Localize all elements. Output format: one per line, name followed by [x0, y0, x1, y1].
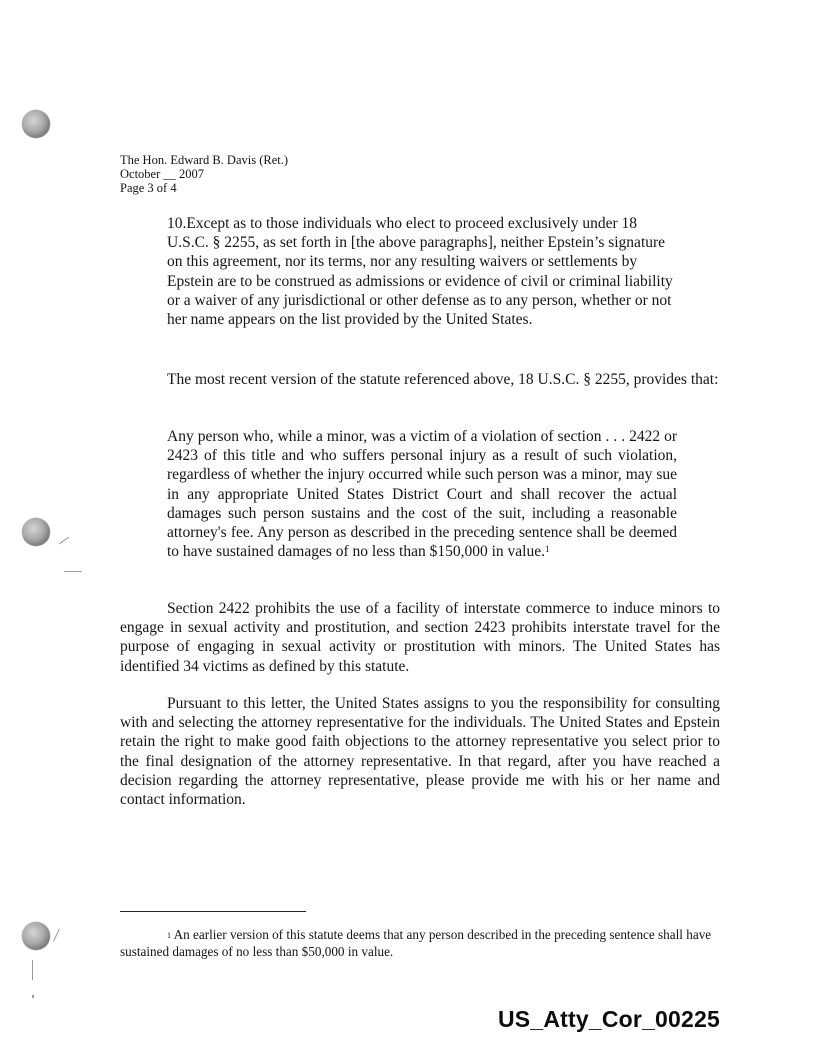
scan-mark [59, 537, 69, 545]
hole-punch-top [22, 110, 50, 138]
section-description-paragraph: Section 2422 prohibits the use of a facility of interstate commerce to induce minors to engage in sexual activity and prostitution, and section 2423 prohibits interstate travel for the purpose of engaging in sexual activity or prostitution with minors. The United States has identified 34 victims as defined by this statute. [120, 600, 720, 675]
scan-mark [32, 960, 33, 980]
bates-stamp: US_Atty_Cor_00225 [497, 1006, 720, 1032]
statute-quote-text: Any person who, while a minor, was a victim of a violation of section . . . 2422 or 2423 of this title and who suffers personal injury as a result of such violation, regardless of whether the injury occurred while such person was a minor, may sue in any appropriate United States District Court and shall recover the actual damages such person sustains and the cost of the suit, including a reasonable attorney's fee. Any person as described in the preceding sentence shall be deemed to have sustained damages of no less than $150,000 in value. [167, 428, 677, 561]
statute-block-quote [167, 427, 677, 561]
hole-punch-middle [22, 518, 50, 546]
footnote-text: An earlier version of this statute deems that any person described in the preceding sentence shall have sustained damages of no less than $50,000 in value. [120, 927, 712, 959]
letter-header [120, 153, 288, 195]
footnote-reference: 1 [544, 544, 550, 555]
footnote [120, 926, 720, 960]
scan-mark [64, 571, 82, 572]
clause-10-paragraph: 10.Except as to those individuals who elect to proceed exclusively under 18 U.S.C. § 2255, as set forth in [the above paragraphs], neither Epstein’s signature on this agreement, nor its terms, nor any resulting waivers or settlements by Epstein are to be construed as admissions or evidence of civil or criminal liability or a waiver of any jurisdictional or other defense as to any person, whether or not her name appears on the list provided by the United States. [167, 215, 673, 329]
date-line: October __ 2007 [120, 167, 205, 181]
footnote-divider [120, 911, 306, 912]
scan-mark [53, 928, 60, 941]
footnote-number: 1 [167, 931, 171, 940]
responsibility-paragraph: Pursuant to this letter, the United States assigns to you the responsibility for consulting with and selecting the attorney representative for the individuals. The United States and Epstein retain the right to make good faith objections to the attorney representative you select prior to the final designation of the attorney representative. In that regard, after you have reached a decision regarding the attorney representative, please provide me with his or her name and contact information. [120, 695, 720, 809]
page-number: Page 3 of 4 [120, 181, 177, 195]
hole-punch-bottom [22, 922, 50, 950]
scan-mark [32, 995, 34, 998]
recipient-line: The Hon. Edward B. Davis (Ret.) [120, 153, 289, 167]
statute-intro-paragraph: The most recent version of the statute referenced above, 18 U.S.C. § 2255, provides that: [167, 371, 719, 388]
